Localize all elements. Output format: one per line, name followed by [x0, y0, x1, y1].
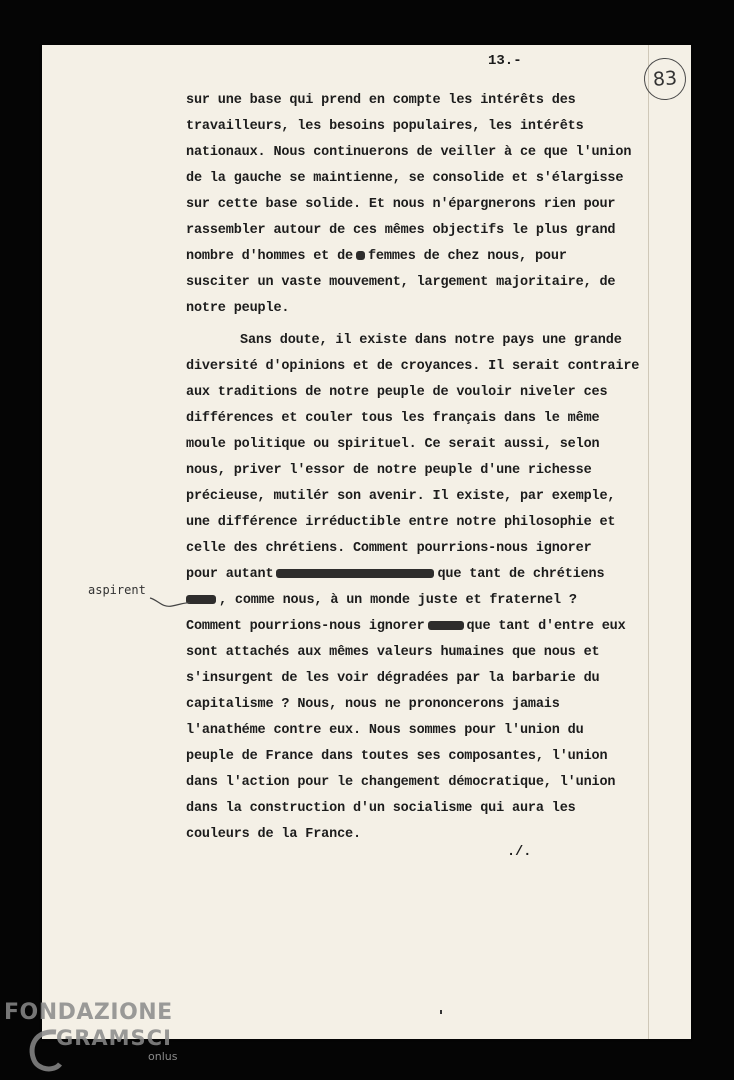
- watermark-logo: GRAMSCI: [56, 1026, 172, 1050]
- text-line: nationaux. Nous continuerons de veiller à ce que l'union: [186, 145, 632, 160]
- text-line: l'anathéme contre eux. Nous sommes pour l'union du: [186, 723, 584, 738]
- text-line: celle des chrétiens. Comment pourrions-nous ignorer: [186, 541, 592, 556]
- strikeout-mark: [276, 569, 434, 578]
- text-line: s'insurgent de les voir dégradées par la barbarie du: [186, 671, 600, 686]
- page-number: 13.-: [488, 53, 522, 69]
- text-line: nous, priver l'essor de notre peuple d'une richesse: [186, 463, 592, 478]
- text-fragment: nombre d'hommes et de: [186, 249, 353, 264]
- page-edge-line: [648, 45, 649, 1039]
- text-line: rassembler autour de ces mêmes objectifs le plus grand: [186, 223, 616, 238]
- text-line: susciter un vaste mouvement, largement majoritaire, de: [186, 275, 616, 290]
- text-line: peuple de France dans toutes ses composantes, l'union: [186, 749, 608, 764]
- text-line: travailleurs, les besoins populaires, les intérêts: [186, 119, 584, 134]
- text-fragment: , comme nous, à un monde juste et fraternel ?: [219, 593, 577, 608]
- text-fragment: femmes de chez nous, pour: [367, 249, 567, 264]
- watermark-logo: onlus: [148, 1050, 178, 1063]
- text-fragment: pour autant: [186, 567, 274, 582]
- text-line: aux traditions de notre peuple de vouloir niveler ces: [186, 385, 608, 400]
- text-fragment: que tant de chrétiens: [437, 567, 605, 582]
- end-mark: ./.: [507, 845, 532, 860]
- text-line: une différence irréductible entre notre philosophie et: [186, 515, 616, 530]
- strikeout-mark: [428, 621, 464, 630]
- text-line: capitalisme ? Nous, nous ne prononcerons jamais: [186, 697, 560, 712]
- text-line: moule politique ou spirituel. Ce serait aussi, selon: [186, 437, 600, 452]
- text-line: sont attachés aux mêmes valeurs humaines que nous et: [186, 645, 600, 660]
- text-line: sur cette base solide. Et nous n'épargnerons rien pour: [186, 197, 616, 212]
- text-line: couleurs de la France.: [186, 827, 361, 842]
- text-line: de la gauche se maintienne, se consolide et s'élargisse: [186, 171, 624, 186]
- text-line: sur une base qui prend en compte les intérêts des: [186, 93, 576, 108]
- text-fragment: que tant d'entre eux: [466, 619, 626, 634]
- text-line: Sans doute, il existe dans notre pays une grande: [240, 333, 622, 348]
- watermark-logo: FONDAZIONE: [4, 1000, 173, 1025]
- text-line: diversité d'opinions et de croyances. Il serait contraire: [186, 359, 640, 374]
- text-line: [186, 249, 567, 264]
- handwritten-annotation: aspirent: [88, 583, 146, 597]
- annotation-arrow: [148, 596, 192, 610]
- text-line: dans la construction d'un socialisme qui aura les: [186, 801, 576, 816]
- text-line: [186, 593, 577, 608]
- strikeout-mark: [356, 251, 365, 260]
- text-line: précieuse, mutilér son avenir. Il existe, par exemple,: [186, 489, 616, 504]
- text-line: dans l'action pour le changement démocratique, l'union: [186, 775, 616, 790]
- text-line: [186, 619, 626, 634]
- text-fragment: Comment pourrions-nous ignorer: [186, 619, 425, 634]
- text-line: [186, 567, 604, 582]
- text-line: notre peuple.: [186, 301, 290, 316]
- folio-number: 83: [652, 67, 678, 91]
- text-line: différences et couler tous les français dans le même: [186, 411, 600, 426]
- paper-speck: [440, 1010, 442, 1014]
